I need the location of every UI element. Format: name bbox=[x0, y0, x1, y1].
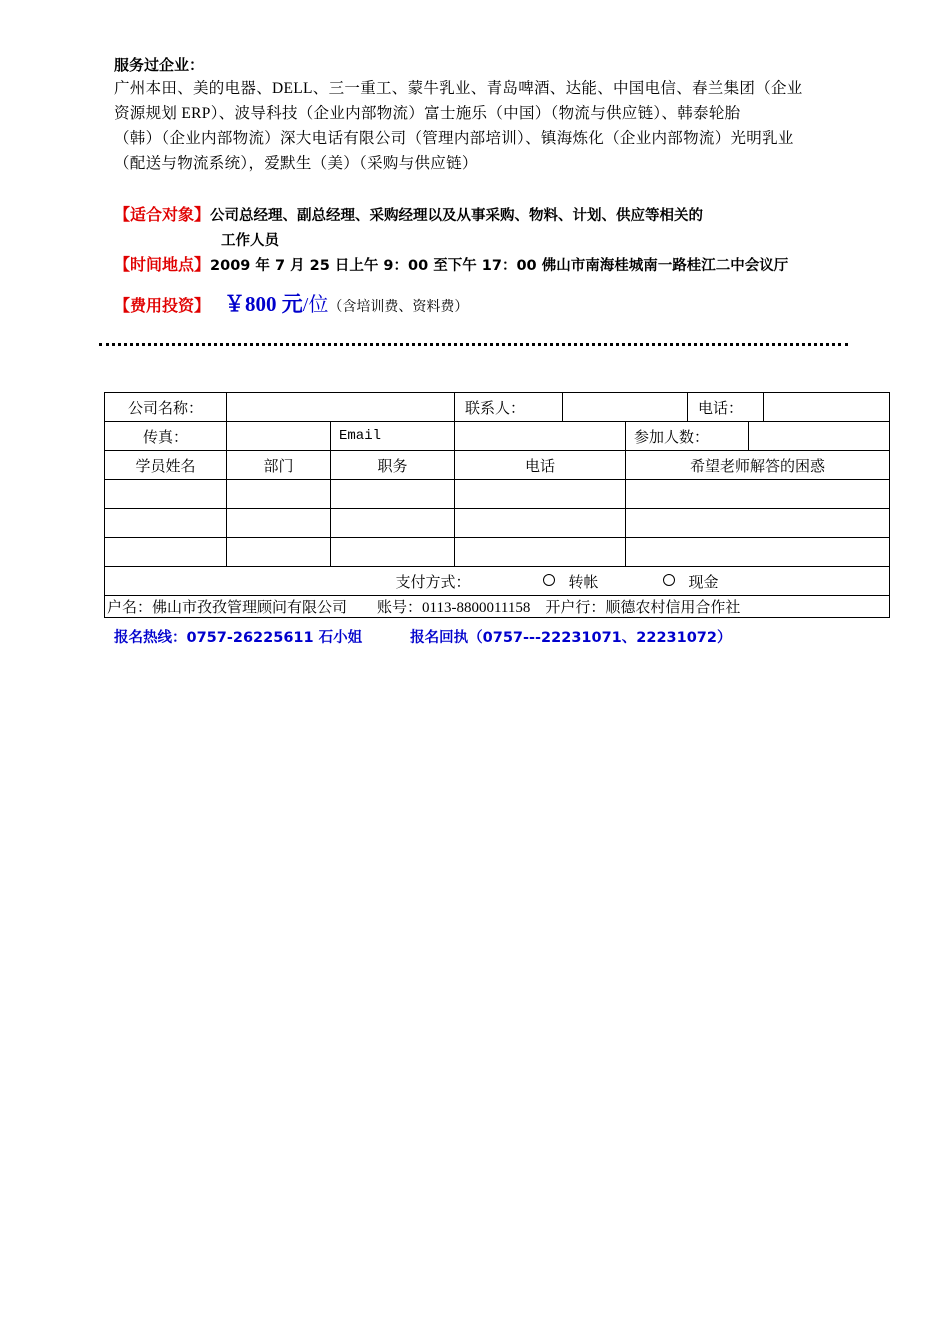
bank-account-info: 户名：佛山市孜孜管理顾问有限公司 账号：0113-8800011158 开户行：顺德农村信用合作社 bbox=[105, 596, 890, 618]
department-cell[interactable] bbox=[227, 538, 331, 567]
email-label: Email bbox=[331, 422, 455, 451]
transfer-radio-icon[interactable] bbox=[543, 574, 555, 586]
table-row bbox=[105, 538, 890, 567]
audience-tag: 【适合对象】 bbox=[114, 205, 211, 224]
phone-label: 电话： bbox=[688, 393, 764, 422]
clients-line: （韩）（企业内部物流）深大电话有限公司（管理内部培训）、镇海炼化（企业内部物流）光明乳业 bbox=[114, 130, 794, 147]
fee-price: ￥800 元 bbox=[224, 292, 303, 316]
trainee-phone-cell[interactable] bbox=[455, 480, 626, 509]
questions-cell[interactable] bbox=[626, 480, 890, 509]
contact-input[interactable] bbox=[563, 393, 688, 422]
questions-cell[interactable] bbox=[626, 538, 890, 567]
clients-line: （配送与物流系统），爱默生（美）（采购与供应链） bbox=[114, 155, 478, 172]
fax-input[interactable] bbox=[227, 422, 331, 451]
column-header: 学员姓名 bbox=[105, 451, 227, 480]
fax-label: 传真： bbox=[105, 422, 227, 451]
table-row bbox=[105, 509, 890, 538]
column-header: 希望老师解答的困惑 bbox=[626, 451, 890, 480]
trainee-name-cell[interactable] bbox=[105, 509, 227, 538]
phone-input[interactable] bbox=[764, 393, 890, 422]
email-input[interactable] bbox=[455, 422, 626, 451]
position-cell[interactable] bbox=[331, 480, 455, 509]
clients-list bbox=[114, 76, 859, 176]
attendees-input[interactable] bbox=[749, 422, 890, 451]
department-cell[interactable] bbox=[227, 509, 331, 538]
registration-form bbox=[104, 392, 890, 618]
column-header: 职务 bbox=[331, 451, 455, 480]
company-input[interactable] bbox=[227, 393, 455, 422]
audience-text-continued: 工作人员 bbox=[221, 233, 279, 249]
schedule-text: 2009 年 7 月 25 日上午 9：00 至下午 17：00 佛山市南海桂城南一路桂江二中会议厅 bbox=[210, 258, 789, 274]
column-header: 电话 bbox=[455, 451, 626, 480]
payment-option-transfer[interactable]: 转帐 bbox=[568, 574, 599, 591]
department-cell[interactable] bbox=[227, 480, 331, 509]
hotline-text: 报名热线：0757-26225611 石小姐 bbox=[114, 630, 363, 646]
audience-row bbox=[114, 202, 703, 225]
trainee-name-cell[interactable] bbox=[105, 538, 227, 567]
receipt-text: 报名回执（0757---22231071、22231072） bbox=[410, 630, 732, 646]
attendees-label: 参加人数： bbox=[626, 422, 749, 451]
contact-label: 联系人： bbox=[455, 393, 563, 422]
clients-line: 广州本田、美的电器、DELL、三一重工、蒙牛乳业、青岛啤酒、达能、中国电信、春兰集团（企业 bbox=[114, 80, 803, 97]
schedule-row bbox=[114, 252, 788, 275]
audience-text: 公司总经理、副总经理、采购经理以及从事采购、物料、计划、供应等相关的 bbox=[210, 208, 704, 224]
questions-cell[interactable] bbox=[626, 509, 890, 538]
fee-row bbox=[114, 288, 468, 318]
trainee-name-cell[interactable] bbox=[105, 480, 227, 509]
footer-contacts bbox=[114, 626, 731, 647]
position-cell[interactable] bbox=[331, 538, 455, 567]
clients-heading: 服务过企业： bbox=[114, 56, 205, 74]
fee-note: （含培训费、资料费） bbox=[328, 300, 469, 315]
fee-tag: 【费用投资】 bbox=[114, 296, 211, 315]
position-cell[interactable] bbox=[331, 509, 455, 538]
cash-radio-icon[interactable] bbox=[663, 574, 675, 586]
trainee-phone-cell[interactable] bbox=[455, 509, 626, 538]
payment-option-cash[interactable]: 现金 bbox=[688, 574, 719, 591]
payment-row bbox=[105, 567, 890, 596]
table-row bbox=[105, 480, 890, 509]
cut-line-divider bbox=[99, 343, 848, 346]
company-label: 公司名称： bbox=[105, 393, 227, 422]
clients-line: 资源规划 ERP）、波导科技（企业内部物流）富士施乐（中国）（物流与供应链）、韩泰轮胎 bbox=[114, 105, 741, 122]
column-header: 部门 bbox=[227, 451, 331, 480]
trainee-phone-cell[interactable] bbox=[455, 538, 626, 567]
fee-unit: /位 bbox=[302, 294, 329, 316]
schedule-tag: 【时间地点】 bbox=[114, 255, 211, 274]
payment-label: 支付方式： bbox=[395, 574, 471, 591]
